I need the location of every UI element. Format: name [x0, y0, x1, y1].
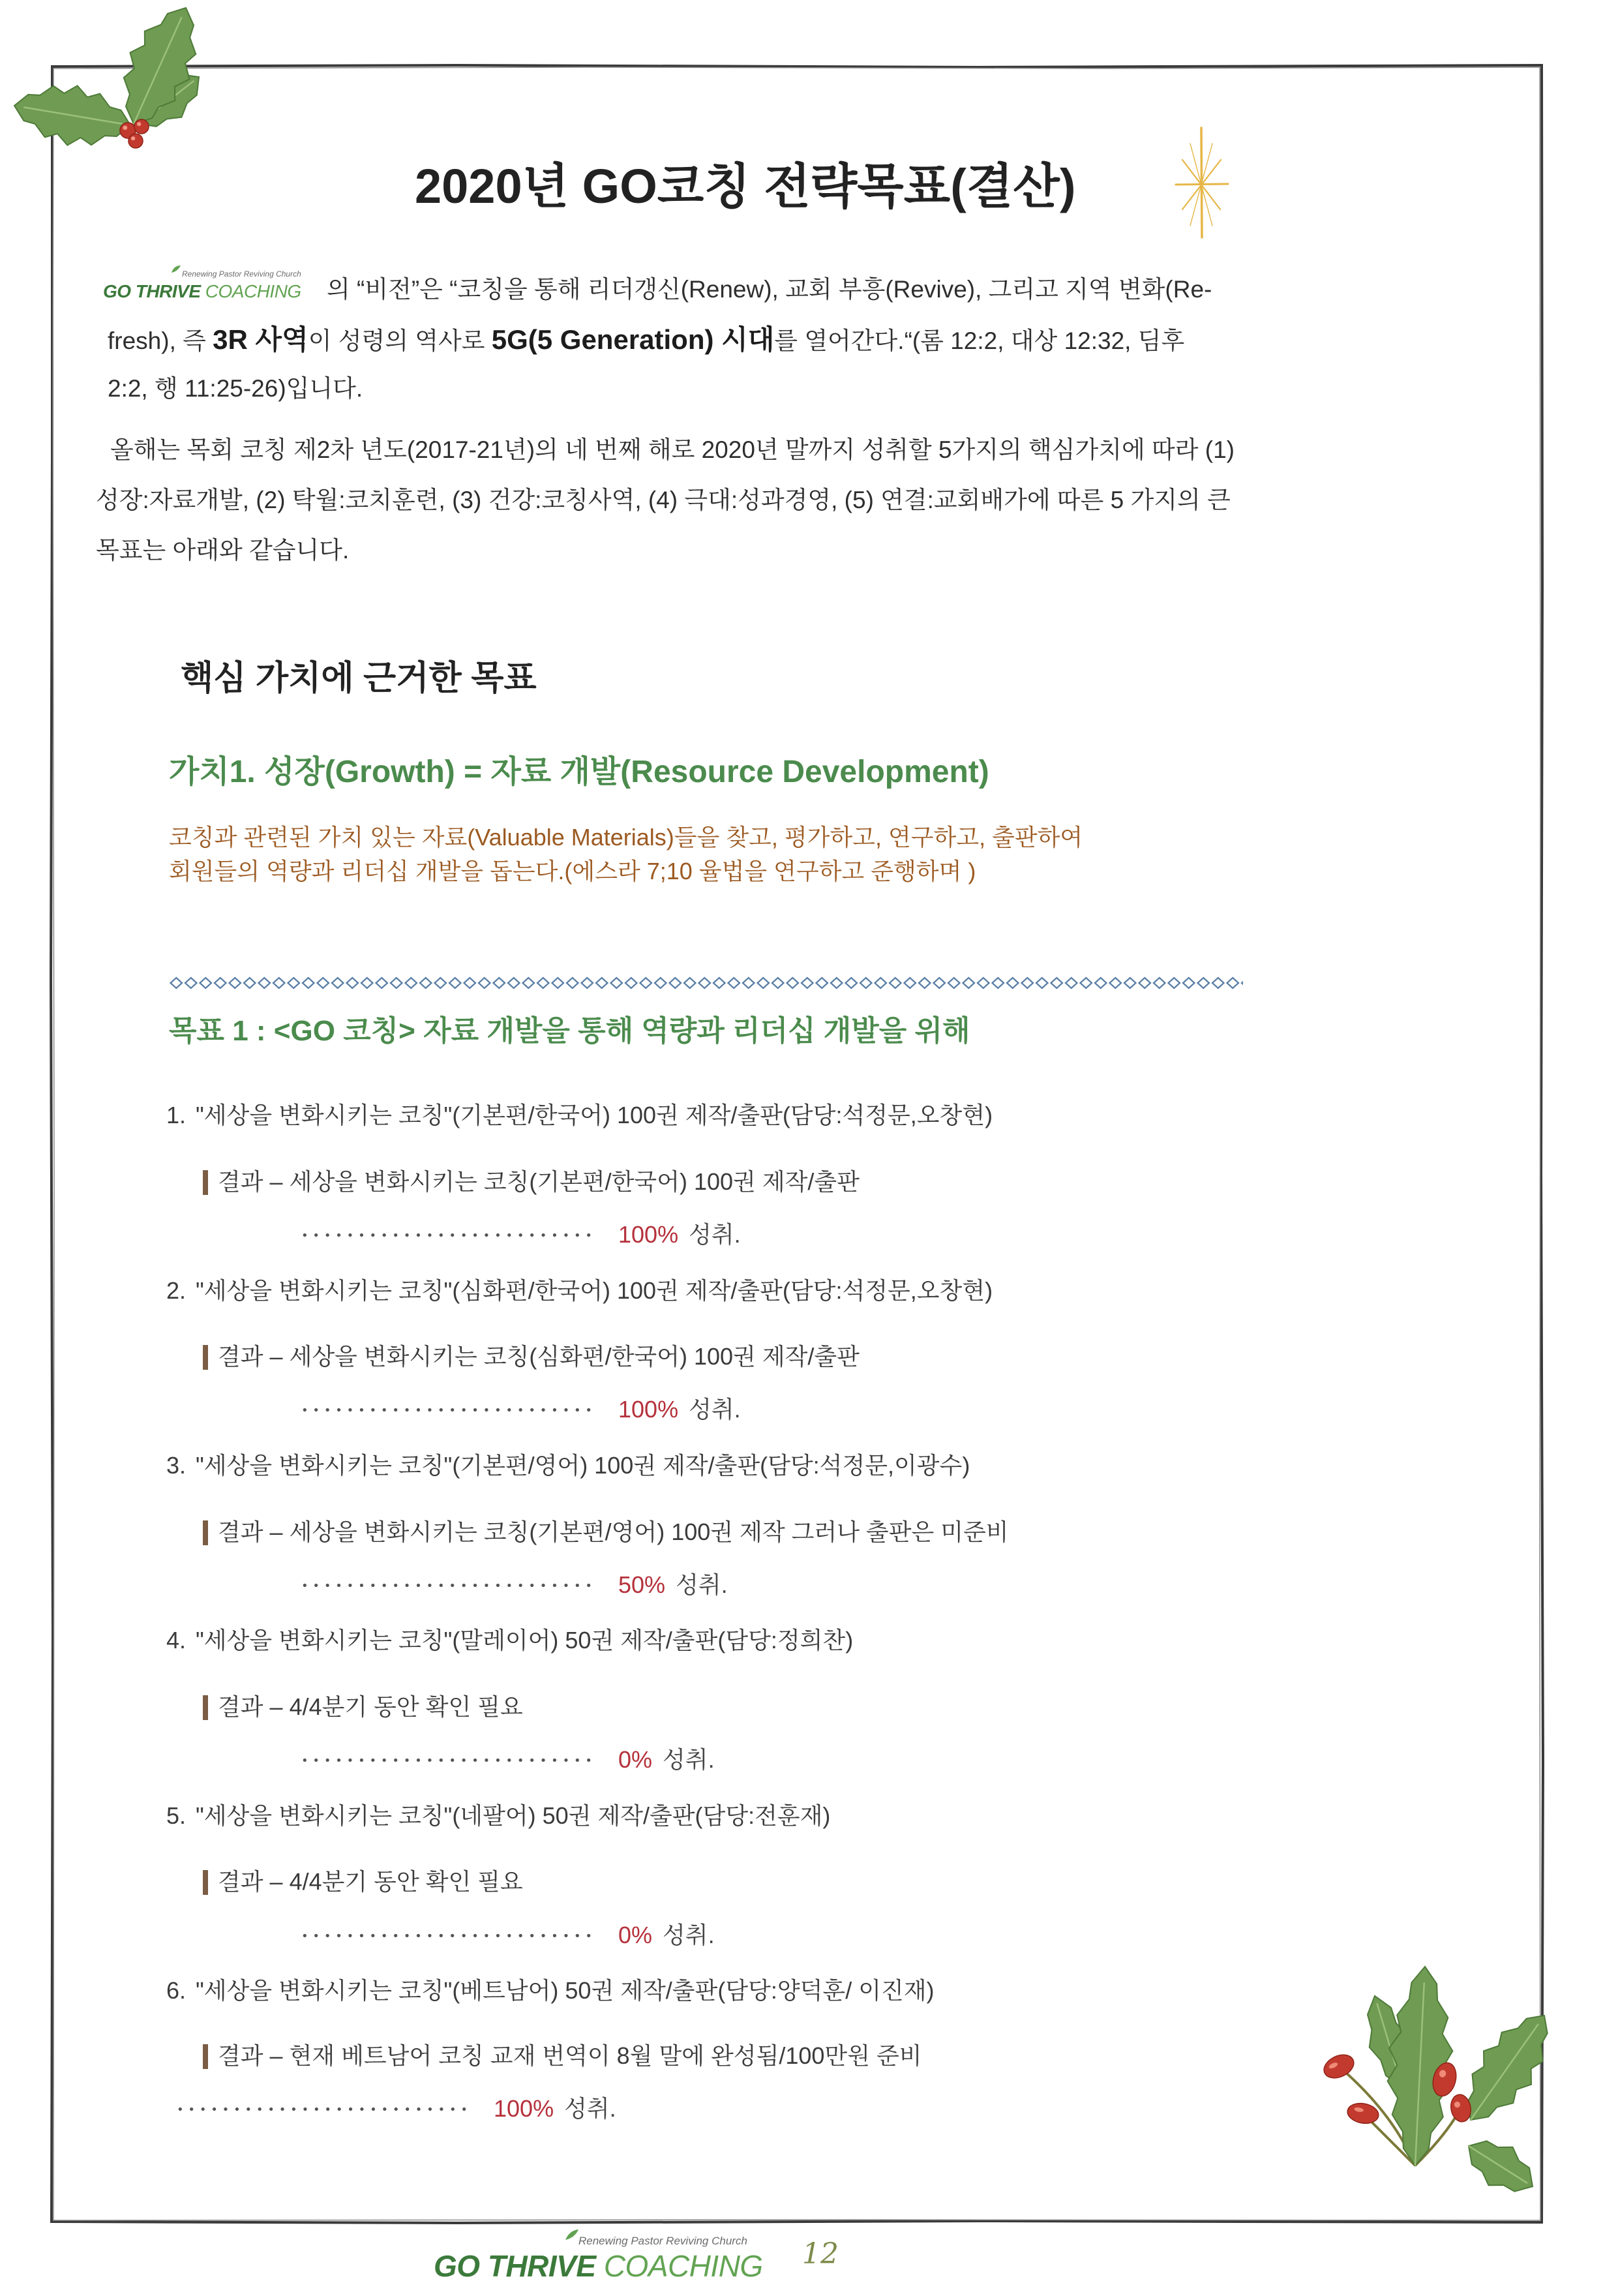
percent-value: 100%	[494, 2095, 554, 2122]
item-number: 6.	[166, 1977, 187, 2004]
vision-text: fresh), 즉	[108, 327, 213, 354]
vision-text: 를 열어간다.“(롬 12:2, 대상 12:32, 딤후	[774, 327, 1185, 354]
goal-item	[166, 1451, 970, 1481]
vision-line-1: 의 “비전”은 “코칭을 통해 리더갱신(Renew), 교회 부흥(Revive), 그리고 지역 변화(Re-	[327, 276, 1212, 303]
holly-berries-icon	[1298, 1950, 1572, 2205]
item-text: "세상을 변화시키는 코칭"(심화편/한국어) 100권 제작/출판(담당:석정문,오창현)	[196, 1277, 993, 1304]
item-score	[177, 2094, 616, 2125]
dot-leader: ••••••••••••••••••••••••••	[177, 2103, 472, 2117]
item-number: 2.	[166, 1277, 187, 1304]
result-bar	[203, 2044, 208, 2069]
item-number: 1.	[166, 1102, 187, 1128]
page-number: 12	[802, 2237, 839, 2271]
item-result	[203, 1517, 1009, 1547]
berry-highlight	[123, 125, 127, 130]
status-text: 성취.	[676, 1571, 728, 1598]
holly-icon	[0, 0, 209, 170]
item-result	[203, 2041, 922, 2071]
value-title: 가치1. 성장(Growth) = 자료 개발(Resource Development)	[169, 755, 989, 789]
intro-line-1: 올해는 목회 코칭 제2차 년도(2017-21년)의 네 번째 해로 2020년 말까지 성취할 5가지의 핵심가치에 따라 (1)	[110, 436, 1235, 463]
rosehip-berry	[1346, 2101, 1380, 2126]
goal-heading: 목표 1 : <GO 코칭> 자료 개발을 통해 역량과 리더십 개발을 위해	[169, 1015, 970, 1047]
footer-logo-wordmark	[434, 2248, 763, 2284]
result-text: 결과 – 4/4분기 동안 확인 필요	[218, 1868, 523, 1895]
intro-line-2: 성장:자료개발, (2) 탁월:코치훈련, (3) 건강:코칭사역, (4) 극대:성과경영, (5) 연결:교회배가에 따른 5 가지의 큰	[96, 487, 1231, 513]
berry-highlight	[131, 136, 135, 140]
item-number: 4.	[166, 1627, 187, 1654]
vision-emphasis-3r: 3R 사역	[213, 324, 308, 355]
logo-coaching: COACHING	[205, 281, 301, 301]
item-result	[203, 1867, 523, 1897]
dot-leader: ••••••••••••••••••••••••••	[301, 1404, 597, 1418]
result-bar	[203, 1520, 208, 1545]
status-text: 성취.	[564, 2095, 616, 2122]
section-heading: 핵심 가치에 근거한 목표	[181, 659, 537, 697]
vision-line-3: 2:2, 행 11:25-26)입니다.	[108, 375, 363, 402]
footer-logo-tagline: Renewing Pastor Reviving Church	[578, 2235, 747, 2247]
result-text: 결과 – 4/4분기 동안 확인 필요	[218, 1693, 523, 1720]
holly-berry	[128, 134, 143, 148]
item-score	[301, 1220, 741, 1251]
result-bar	[203, 1870, 208, 1895]
result-text: 결과 – 세상을 변화시키는 코칭(기본편/한국어) 100권 제작/출판	[218, 1168, 860, 1195]
status-text: 성취.	[663, 1746, 715, 1773]
goal-item	[166, 1625, 853, 1655]
percent-value: 0%	[618, 1922, 653, 1948]
page-title: 2020년 GO코칭 전략목표(결산)	[415, 159, 1076, 213]
value-description-line-1: 코칭과 관련된 가치 있는 자료(Valuable Materials)들을 찾고, 평가하고, 연구하고, 출판하여	[169, 824, 1083, 851]
item-score	[301, 1920, 715, 1952]
diamond-divider	[169, 976, 1243, 990]
goal-item	[166, 1976, 935, 2006]
result-text: 결과 – 세상을 변화시키는 코칭(심화편/한국어) 100권 제작/출판	[218, 1343, 860, 1370]
holly-berry	[134, 119, 149, 134]
vision-emphasis-5g: 5G(5 Generation) 시대	[491, 324, 775, 355]
status-text: 성취.	[689, 1396, 741, 1423]
item-result	[203, 1692, 523, 1722]
logo-wordmark	[103, 280, 301, 303]
leaf-icon	[171, 265, 181, 273]
item-score	[301, 1395, 741, 1426]
status-text: 성취.	[689, 1221, 741, 1248]
item-text: "세상을 변화시키는 코칭"(기본편/한국어) 100권 제작/출판(담당:석정문,오창현)	[196, 1102, 993, 1128]
item-text: "세상을 변화시키는 코칭"(베트남어) 50권 제작/출판(담당:양덕훈/ 이진재)	[196, 1977, 935, 2004]
item-number: 5.	[166, 1802, 187, 1829]
percent-value: 50%	[618, 1571, 666, 1598]
goal-item	[166, 1801, 830, 1831]
logo-go-thrive: GO THRIVE	[103, 281, 201, 301]
result-bar	[203, 1345, 208, 1370]
result-text: 결과 – 현재 베트남어 코칭 교재 번역이 8월 말에 완성됨/100만원 준비	[218, 2042, 922, 2069]
item-score	[301, 1745, 715, 1776]
value-description-line-2: 회원들의 역량과 리더십 개발을 돕는다.(에스라 7;10 율법을 연구하고 준행하며 )	[169, 858, 976, 884]
item-text: "세상을 변화시키는 코칭"(기본편/영어) 100권 제작/출판(담당:석정문,이광수)	[196, 1452, 970, 1479]
result-bar	[203, 1170, 208, 1195]
logo-go-thrive: GO THRIVE	[434, 2249, 596, 2283]
dot-leader: ••••••••••••••••••••••••••	[301, 1754, 597, 1768]
result-text: 결과 – 세상을 변화시키는 코칭(기본편/영어) 100권 제작 그러나 출판은 미준비	[218, 1518, 1009, 1545]
dot-leader: ••••••••••••••••••••••••••	[301, 1229, 597, 1243]
item-text: "세상을 변화시키는 코칭"(네팔어) 50권 제작/출판(담당:전훈재)	[196, 1802, 831, 1829]
item-number: 3.	[166, 1452, 187, 1479]
percent-value: 100%	[618, 1396, 679, 1423]
goal-item	[166, 1100, 993, 1130]
goal-item	[166, 1276, 993, 1306]
logo-tagline: Renewing Pastor Reviving Church	[182, 269, 301, 279]
item-result	[203, 1342, 860, 1372]
dot-leader: ••••••••••••••••••••••••••	[301, 1579, 597, 1594]
leaf-icon	[565, 2229, 579, 2241]
dot-leader: ••••••••••••••••••••••••••	[301, 1929, 597, 1944]
result-bar	[203, 1695, 208, 1720]
percent-value: 0%	[618, 1746, 653, 1773]
item-score	[301, 1570, 728, 1601]
logo-coaching: COACHING	[603, 2249, 763, 2283]
sparkle-star-icon	[1171, 124, 1233, 241]
vision-line-2	[108, 324, 1184, 357]
vision-text: 이 성령의 역사로	[308, 327, 492, 354]
rosehip-berry	[1449, 2093, 1473, 2124]
berry-highlight	[137, 122, 141, 126]
item-result	[203, 1167, 860, 1197]
item-text: "세상을 변화시키는 코칭"(말레이어) 50권 제작/출판(담당:정희찬)	[196, 1627, 854, 1654]
intro-line-3: 목표는 아래와 같습니다.	[96, 537, 350, 564]
status-text: 성취.	[663, 1922, 715, 1948]
percent-value: 100%	[618, 1221, 679, 1248]
